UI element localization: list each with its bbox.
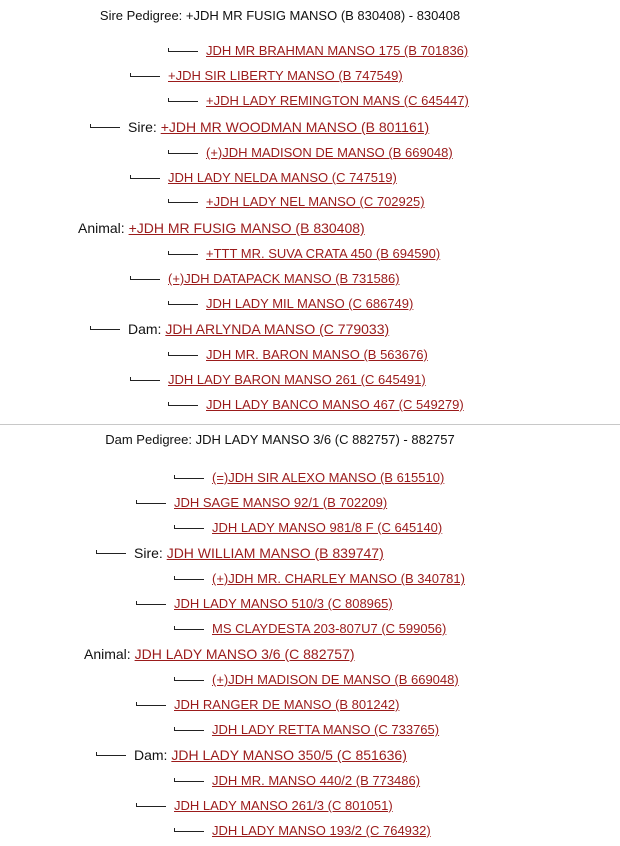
- animal-label: Animal:: [84, 646, 135, 662]
- dam-dd-link[interactable]: JDH LADY MANSO 261/3 (C 801051): [174, 798, 393, 813]
- sire-dam-link[interactable]: JDH ARLYNDA MANSO (C 779033): [165, 321, 390, 337]
- dam-dd-sire-row: [174, 772, 420, 790]
- tree-connector: [136, 705, 166, 706]
- sire-animal-row: [78, 219, 365, 238]
- dam-ds-row: [136, 696, 399, 714]
- sire-ss-row: [130, 67, 403, 85]
- sire-dd-link[interactable]: JDH LADY BARON MANSO 261 (C 645491): [168, 372, 426, 387]
- sire-dam-row: [90, 320, 389, 339]
- dam-label: Dam:: [128, 321, 166, 337]
- dam-ss-sire-row: [174, 469, 444, 487]
- dam-sd-sire-row: [174, 570, 465, 588]
- tree-connector: [96, 553, 126, 554]
- tree-connector: [136, 503, 166, 504]
- dam-ds-link[interactable]: JDH RANGER DE MANSO (B 801242): [174, 697, 400, 712]
- tree-connector: [174, 831, 204, 832]
- tree-connector: [96, 755, 126, 756]
- dam-ss-dam-row: [174, 519, 442, 537]
- sire-ss-link[interactable]: +JDH SIR LIBERTY MANSO (B 747549): [168, 68, 403, 83]
- sire-sd-dam-link[interactable]: +JDH LADY NEL MANSO (C 702925): [206, 194, 425, 209]
- tree-connector: [174, 579, 204, 580]
- dam-animal-row: [84, 645, 355, 664]
- dam-ds-dam-row: [174, 721, 439, 739]
- dam-label: Dam:: [134, 747, 172, 763]
- tree-connector: [168, 304, 198, 305]
- dam-dd-sire-link[interactable]: JDH MR. MANSO 440/2 (B 773486): [212, 773, 421, 788]
- dam-sire-link[interactable]: JDH WILLIAM MANSO (B 839747): [166, 545, 384, 561]
- dam-ss-dam-link[interactable]: JDH LADY MANSO 981/8 F (C 645140): [212, 520, 443, 535]
- dam-ds-sire-row: [174, 671, 459, 689]
- dam-dd-dam-row: [174, 822, 431, 840]
- tree-connector: [174, 528, 204, 529]
- dam-animal-link[interactable]: JDH LADY MANSO 3/6 (C 882757): [134, 646, 355, 662]
- dam-pedigree-title: Dam Pedigree: JDH LADY MANSO 3/6 (C 882757) - 882757: [105, 432, 455, 447]
- dam-sd-sire-link[interactable]: (+)JDH MR. CHARLEY MANSO (B 340781): [212, 571, 465, 586]
- tree-connector: [168, 153, 198, 154]
- sire-sd-link[interactable]: JDH LADY NELDA MANSO (C 747519): [168, 170, 397, 185]
- tree-connector: [90, 127, 120, 128]
- dam-sire-row: [96, 544, 384, 563]
- dam-sd-dam-row: [174, 620, 446, 638]
- dam-sd-dam-link[interactable]: MS CLAYDESTA 203-807U7 (C 599056): [212, 621, 447, 636]
- tree-connector: [130, 178, 160, 179]
- tree-connector: [174, 478, 204, 479]
- sire-sd-row: [130, 169, 397, 187]
- sire-ss-sire-row: [168, 42, 468, 60]
- sire-ds-link[interactable]: (+)JDH DATAPACK MANSO (B 731586): [168, 271, 400, 286]
- tree-connector: [174, 680, 204, 681]
- tree-connector: [174, 781, 204, 782]
- dam-ss-row: [136, 494, 387, 512]
- sire-sd-dam-row: [168, 193, 425, 211]
- dam-dam-row: [96, 746, 407, 765]
- sire-sire-row: [90, 118, 429, 137]
- sire-ds-dam-link[interactable]: JDH LADY MIL MANSO (C 686749): [206, 296, 414, 311]
- tree-connector: [136, 604, 166, 605]
- dam-dam-link[interactable]: JDH LADY MANSO 350/5 (C 851636): [171, 747, 407, 763]
- sire-dd-dam-link[interactable]: JDH LADY BANCO MANSO 467 (C 549279): [206, 397, 464, 412]
- tree-connector: [168, 254, 198, 255]
- dam-ds-sire-link[interactable]: (+)JDH MADISON DE MANSO (B 669048): [212, 672, 459, 687]
- tree-connector: [90, 329, 120, 330]
- dam-ss-link[interactable]: JDH SAGE MANSO 92/1 (B 702209): [174, 495, 388, 510]
- dam-dd-row: [136, 797, 393, 815]
- tree-connector: [130, 380, 160, 381]
- sire-dd-row: [130, 371, 426, 389]
- tree-connector: [168, 202, 198, 203]
- sire-dd-dam-row: [168, 396, 464, 414]
- sire-animal-link[interactable]: +JDH MR FUSIG MANSO (B 830408): [128, 220, 365, 236]
- tree-connector: [174, 730, 204, 731]
- tree-connector: [130, 76, 160, 77]
- dam-dd-dam-link[interactable]: JDH LADY MANSO 193/2 (C 764932): [212, 823, 431, 838]
- sire-ss-sire-link[interactable]: JDH MR BRAHMAN MANSO 175 (B 701836): [206, 43, 469, 58]
- sire-pedigree-title: Sire Pedigree: +JDH MR FUSIG MANSO (B 830408) - 830408: [99, 8, 461, 23]
- dam-sd-row: [136, 595, 393, 613]
- dam-ss-sire-link[interactable]: (=)JDH SIR ALEXO MANSO (B 615510): [212, 470, 445, 485]
- tree-connector: [130, 279, 160, 280]
- tree-connector: [168, 405, 198, 406]
- sire-label: Sire:: [128, 119, 161, 135]
- sire-ds-sire-link[interactable]: +TTT MR. SUVA CRATA 450 (B 694590): [206, 246, 441, 261]
- animal-label: Animal:: [78, 220, 129, 236]
- sire-sd-sire-link[interactable]: (+)JDH MADISON DE MANSO (B 669048): [206, 145, 453, 160]
- sire-dd-sire-link[interactable]: JDH MR. BARON MANSO (B 563676): [206, 347, 428, 362]
- tree-connector: [174, 629, 204, 630]
- sire-ds-dam-row: [168, 295, 413, 313]
- sire-ds-row: [130, 270, 400, 288]
- tree-connector: [136, 806, 166, 807]
- section-divider: [0, 424, 620, 425]
- sire-ds-sire-row: [168, 245, 440, 263]
- sire-sire-link[interactable]: +JDH MR WOODMAN MANSO (B 801161): [160, 119, 430, 135]
- sire-sd-sire-row: [168, 144, 453, 162]
- sire-ss-dam-link[interactable]: +JDH LADY REMINGTON MANS (C 645447): [206, 93, 469, 108]
- sire-dd-sire-row: [168, 346, 428, 364]
- dam-sd-link[interactable]: JDH LADY MANSO 510/3 (C 808965): [174, 596, 393, 611]
- tree-connector: [168, 51, 198, 52]
- dam-ds-dam-link[interactable]: JDH LADY RETTA MANSO (C 733765): [212, 722, 440, 737]
- sire-label: Sire:: [134, 545, 167, 561]
- tree-connector: [168, 355, 198, 356]
- tree-connector: [168, 101, 198, 102]
- sire-ss-dam-row: [168, 92, 469, 110]
